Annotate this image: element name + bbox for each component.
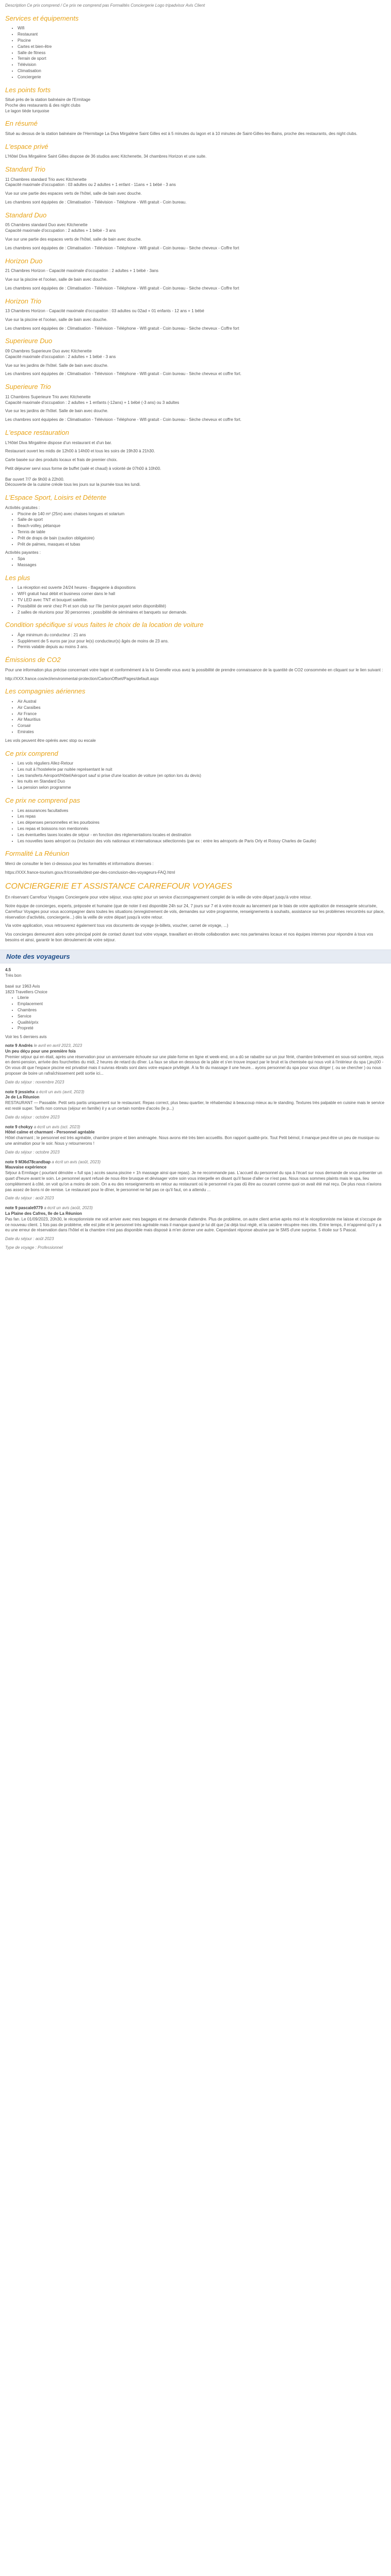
plus-section — [5, 573, 386, 616]
list-item: • Beach-volley, pétanque — [18, 523, 386, 529]
list-item: • Les dépenses personnelles et les pourboires — [18, 820, 386, 826]
rating-label: Très bon — [5, 973, 22, 978]
list-item: • Les éventuelles taxes locales de séjour - en fonction des réglementations locales et destination — [18, 833, 386, 838]
product-description — [0, 0, 391, 1251]
list-item: • 2 salles de réunions pour 30 personnes ; possibilité de séminaires et banquets sur demande. — [18, 610, 386, 616]
list-item: • les nuits en Standard Duo — [18, 779, 386, 785]
rating-based-on: basé sur 1963 Avis — [5, 984, 40, 989]
review-date: le avril en avril 2023, 2023 — [34, 1043, 82, 1048]
text-line: Vue sur les jardins de l'hôtel. Salle de bain avec douche. — [5, 409, 109, 414]
list-item: • Massages — [18, 563, 386, 568]
review-score: note 9 — [5, 1043, 18, 1048]
plus-list — [5, 585, 386, 615]
activites-payantes-label: Activités payantes : — [5, 550, 41, 555]
emissions-title: Émissions de CO2 — [5, 656, 61, 664]
text-line: Vue sur les jardins de l'hôtel. Salle de bain avec douche. — [5, 363, 109, 368]
review-stay-date: Date du séjour : août 2023 — [5, 1196, 54, 1201]
services-title: Services et équipements — [5, 14, 79, 22]
reviews-showing: Voir les 5 derniers avis — [5, 1035, 47, 1040]
review-date: a écrit un avis (août, 2023) — [44, 1206, 93, 1211]
list-item: • Les repas et boissons non mentionnés — [18, 826, 386, 832]
horizon-trio-section — [5, 297, 386, 332]
text-line: En réservant Carrefour Voyages Conciergerie pour votre séjour, vous optez pour un service d'accompagnement complet de la veille de votre départ jusqu'à votre retour. — [5, 895, 312, 900]
list-item: • Spa — [18, 556, 386, 562]
rating-voyageurs: 1823 Travellers Choice — [5, 989, 47, 994]
superieure-trio-section — [5, 382, 386, 423]
reviews-summary — [5, 968, 386, 1040]
rating-criteria-list — [5, 995, 386, 1031]
resume-text: Situé au dessus de la station balnéaire de l'Hermitage La Diva Mirgalène Saint Gilles est à 5 minutes du lagon et à 10 minutes de Saint-Gilles-les-Bains, proche des restaurants, des night clubs. — [5, 131, 357, 136]
list-item: • Qualité/prix — [18, 1020, 386, 1026]
text-line: Via votre application, vous retrouverez également tous vos documents de voyage (e-billets, voucher, carnet de voyage, ...) — [5, 923, 229, 928]
text-line: Découverte de la cuisine créole tous les jours sur la journée tous les lundi. — [5, 482, 141, 487]
text-line: Vue sur une partie des espaces verts de l'hôtel, salle de bain avec douche. — [5, 237, 142, 242]
plus-title: Les plus — [5, 573, 30, 582]
standard-trio-section — [5, 165, 386, 206]
services-list — [5, 26, 386, 80]
list-item: • Air Austral — [18, 699, 386, 705]
list-item: • Télévision — [18, 62, 386, 68]
list-item: • Les vols réguliers Allez-Retour — [18, 761, 386, 767]
reviews-list — [5, 1043, 386, 1251]
text-line: Vue sur la piscine et l'océan, salle de bain avec douche. — [5, 317, 108, 322]
list-item: • Emplacement — [18, 1002, 386, 1007]
room-title: Standard Trio — [5, 165, 45, 174]
rating-score: 4.5 — [5, 968, 11, 973]
text-line: Les chambres sont équipées de : Climatisation - Télévision - Téléphone - Wifi gratuit - Coin bureau - Sèche cheveux - Coffre fort — [5, 326, 239, 331]
list-item: • La pension selon programme — [18, 785, 386, 791]
review-item — [5, 1125, 386, 1156]
review-stay-date: Date du séjour : août 2023 — [5, 1236, 54, 1242]
text-line: Capacité maximale d'occupation : 2 adultes + 1 bébé - 3 ans — [5, 228, 116, 233]
text-line: L'Hôtel Diva Mirgalène dispose d'un restaurant et d'un bar. — [5, 440, 112, 445]
location-title: Condition spécifique si vous faites le choix de la location de voiture — [5, 621, 204, 629]
review-date: a écrit un avis (oct. 2023) — [34, 1124, 80, 1129]
text-line: Vue sur la piscine et l'océan, salle de bain avec douche. — [5, 277, 108, 282]
horizon-duo-section — [5, 257, 386, 292]
review-date: a écrit un avis (avril, 2023) — [36, 1089, 85, 1094]
review-body: Premier séjour qui en était, après une réservation pour un anniversaire échouée sur une plate-forme en ligne et week-end, on a dû se rabattre sur un jour férié, chambre brièvement en sous-sol sombre, reçus en demi-pension, arrivée des fourchettes du midi, 2 heures de retard du dîner. La faux se situe en dessous de la pâte et s'en trouve impact par le bruit et la chemisée qui nous voit à l'intérieur du spa (,jeu)00 - On vous dit que l'espace piscine est privatisé mais il suivras ébraits sont dans votre espace privilégié. À la fin du massage il une heure... ayons personnel du spa pour vous diriger (. ou se chercher ) ou nous proposer de boire un rafraîchissement petit sortie ici... — [5, 1054, 384, 1076]
text-line: 09 Chambres Superieure Duo avec Kitchenette — [5, 349, 92, 354]
list-item: • Salle de sport — [18, 517, 386, 523]
text-line: Carte basée sur des produits locaux et frais de premier choix. — [5, 457, 118, 463]
non-compris-title: Ce prix ne comprend pas — [5, 796, 80, 805]
review-score: note 9 — [5, 1124, 18, 1129]
activites-payantes-list — [5, 556, 386, 568]
points-forts-section — [5, 86, 386, 114]
list-item: • Les assurances facultatives — [18, 808, 386, 814]
list-item: • Tennis de table — [18, 530, 386, 535]
review-title: Hôtel calme et charmant - Personnel agréable — [5, 1130, 95, 1135]
room-title: Superieure Duo — [5, 337, 53, 345]
text-line: Bar ouvert 7/7 de 9h00 à 22h00. — [5, 477, 64, 482]
list-item: • Supplément de 5 euros par jour pour le(s) conducteur(s) âgés de moins de 23 ans. — [18, 639, 386, 645]
emissions-link[interactable]: http://XXX.france.cos/ecl/environmental-protection/CarbonOffset/Pages/default.aspx — [5, 676, 159, 681]
review-trip-type: Type de voyage : Professionnel — [5, 1245, 63, 1250]
text-line: Proche des restaurants & des night clubs — [5, 103, 80, 108]
review-title: Je de La Réunion — [5, 1095, 40, 1100]
formalites-title: Formalité La Réunion — [5, 850, 70, 858]
list-item: • Restaurant — [18, 32, 386, 38]
text-line: 05 Chambres standard Duo avec Kitchenette — [5, 223, 88, 228]
list-item: • Les nouvelles taxes aéroport ou (inclusion des vols nationaux et internationaux sélectionnés (par ex : entre les aéroports de Paris Orly et Roissy Charles de Gaulle) — [18, 839, 386, 844]
review-stay-date: Date du séjour : octobre 2023 — [5, 1114, 60, 1120]
text-line: Vos concierges demeurent alors votre principal point de contact durant tout votre voyage, travaillant en étroite collaboration avec nos partenaires locaux et nos équipes internes pour répondre à tous vos besoins et ainsi, garantir le bon déroulement de votre séjour. — [5, 932, 373, 942]
list-item: • Les nuit à l'hostelerie par nuitée représentant le nuit — [18, 767, 386, 773]
list-item: • Les repas — [18, 814, 386, 820]
list-item: • Permis valable depuis au moins 3 ans. — [18, 645, 386, 650]
list-item: • Service — [18, 1014, 386, 1020]
text-line: 13 Chambres Horizon - Capacité maximale d'occupation : 03 adultes ou 02ad + 01 enfants - 12 ans + 1 bébé — [5, 309, 204, 314]
compagnies-list — [5, 699, 386, 735]
list-item: • TV LED avec TNT et bouquet satellite. — [18, 598, 386, 603]
room-title: Horizon Duo — [5, 257, 43, 265]
list-item: • Âge minimum du conducteur : 21 ans — [18, 633, 386, 638]
formalites-link[interactable]: https://XXX.france-tourism.gouv.fr/conseils/dest-par-des-conclusion-des-voyageurs-FAQ.html — [5, 870, 175, 875]
text-line: Restaurant ouvert les midis de 12h00 à 14h00 et tous les soirs de 19h30 à 21h30. — [5, 449, 155, 454]
review-author: M36d78candbap — [18, 1159, 51, 1164]
review-author: chokyy — [18, 1124, 33, 1129]
review-body: RESTAURANT — Passable. Petit sets partis uniquement sur le restaurant. Repas correct, plus beau quartier, le réhabendaz à beaucoup mieux au le standing. Textures très palpable en cuisine mais le service est resté super. Tarifs non connus (séjour en famille) il y a un certain nombre d'accès (le p...) — [5, 1100, 385, 1111]
text-line: 11 Chambres standard Trio avec Kitchenette — [5, 177, 87, 182]
prix-list — [5, 761, 386, 791]
points-forts-title: Les points forts — [5, 86, 51, 94]
text-line: Capacité maximale d'occupation : 03 adultes ou 2 adultes + 1 enfant - 11ans + 1 bébé - 3 ans — [5, 182, 176, 188]
text-line: Les chambres sont équipées de : Climatisation - Télévision - Téléphone - Wifi gratuit - Coin bureau - Sèche cheveux - Coffre fort — [5, 285, 239, 291]
list-item: • Conciergerie — [18, 75, 386, 80]
list-item: • Prêt de palmes, masques et tubas — [18, 542, 386, 548]
superieure-duo-section — [5, 336, 386, 377]
compagnies-title: Les compagnies aériennes — [5, 687, 86, 696]
restauration-title: L'espace restauration — [5, 428, 69, 436]
espace-prive-text: L'Hôtel Diva Mirgalène Saint Gilles dispose de 36 studios avec Kitchenette, 34 chambres Horizon et une suite. — [5, 154, 207, 159]
review-author: pascale9779 — [18, 1206, 43, 1211]
text-line: Capacité maximale d'occupation : 2 adultes + 1 enfants (-12ans) + 1 bébé (-3 ans) ou 3 adultes — [5, 400, 180, 405]
resume-section — [5, 119, 386, 137]
list-item: • Propreté — [18, 1026, 386, 1031]
text-line: Les chambres sont équipées de : Climatisation - Télévision - Téléphone - Wifi gratuit - Coin bureau. — [5, 200, 187, 205]
review-body: Hôtel charmant ; le personnel est très agréable, chambre propre et bien aménagée. Nous avons été très bien accueillis. Bon rapport qualité-prix. Tout Petit bémol, il manque peut-être un peu de musique ou une animation pour le soir. Nous y retournerons ! — [5, 1136, 380, 1146]
list-item: • Climatisation — [18, 69, 386, 74]
text-line: Vue sur une partie des espaces verts de l'hôtel, salle de bain avec douche. — [5, 191, 142, 196]
list-item: • Air France — [18, 711, 386, 717]
review-item — [5, 1090, 386, 1121]
text-line: Capacité maximale d'occupation : 2 adultes + 1 bébé - 3 ans — [5, 354, 116, 359]
reviews-title: Note des voyageurs — [6, 952, 70, 960]
text-line: Les chambres sont équipées de : Climatisation - Télévision - Téléphone - Wifi gratuit - Coin bureau - Sèche cheveux - Coffre fort — [5, 245, 239, 250]
location-section — [5, 620, 386, 650]
text-line: 21 Chambres Horizon - Capacité maximale d'occupation : 2 adultes + 1 bébé - 3ans — [5, 268, 159, 274]
activites-gratuites-label: Activités gratuites : — [5, 505, 40, 510]
list-item: • Les transferts Aéroport/Hôtel/Aéroport sauf si prise d'une location de voiture (en option lors du devis) — [18, 773, 386, 779]
reviews-header — [0, 950, 391, 964]
room-title: Standard Duo — [5, 211, 47, 219]
review-stay-date: Date du séjour : octobre 2023 — [5, 1149, 60, 1155]
activites-gratuites-list — [5, 512, 386, 548]
sport-section — [5, 493, 386, 568]
list-item: • Possibilité de venir chez Pi et son club sur l'Ile (service payant selon disponibilité) — [18, 604, 386, 609]
list-item: • Air Mauritius — [18, 717, 386, 723]
review-author: Andrés — [18, 1043, 33, 1048]
conciergerie-section — [5, 881, 386, 943]
review-score: note 9 — [5, 1206, 18, 1211]
list-item: • Salle de fitness — [18, 50, 386, 56]
espace-prive-title: L'espace privé — [5, 142, 48, 150]
conciergerie-title: CONCIERGERIE ET ASSISTANCE CARREFOUR VOYAGES — [5, 882, 233, 891]
review-author: jessiehx — [18, 1089, 35, 1094]
text-line: Pour une information plus précise concernant votre trajet et conformément à la loi Grenelle vous avez la possibilité de prendre connaissance de la quantité de CO2 consommée en cliquant sur le lien suivant : — [5, 667, 383, 672]
text-line: Situé près de la station balnéaire de l'Ermitage — [5, 97, 91, 103]
review-title: Un peu déçu pour une première fois — [5, 1048, 76, 1054]
review-item — [5, 1206, 386, 1251]
review-body: Pas fan. Le 01/09/2023, 20h30, le réceptionniste me voit arriver avec mes bagages et me demande d'attendre. Plus de problème, on autre client arrive après moi et le réceptionniste me laisse et s'occupe de ce nouveau client. 1 fois pas de problème, elle est jolie et le personnel très agréable mais il manque quand je lui dit que j'ai déjà tout réglé, et la caisière récupère mes clés. Entre temps, il m'apprend qu'il y a eu une erreur de réservation dans l'hôtel et la chambre n'est pas disponible mais disposé à m'en donner une autre. Cependant réponse abusive par le SMS d'une surprise. 5 étoile sur 5 Pascal. — [5, 1216, 382, 1233]
formalites-section — [5, 849, 386, 875]
review-title: Mauvaise expérience — [5, 1165, 47, 1170]
prix-section — [5, 749, 386, 791]
review-item — [5, 1160, 386, 1202]
list-item: • Prêt de draps de bain (caution obligatoire) — [18, 536, 386, 541]
list-item: • WIFI gratuit haut débit et business corner dans le hall — [18, 591, 386, 597]
text-line: Notre équipe de concierges, experts, préposée et humaine (que de noter il est disponible 24h sur 24, 7 jours sur 7 et à votre écoute au lancement par le biais de votre application de messagerie sécurisée, Carrefour Voyages pour vous accompagner dans toutes les situations (enregistrement de vols, demandes sur votre programme, renseignements à souhaits, assistance sur les problèmes rencontrés sur place, réservation d'activités, conciergerie...) dès la veille de votre départ jusqu'à votre retour. — [5, 903, 385, 920]
list-item: • Piscine — [18, 38, 386, 44]
compagnies-section — [5, 687, 386, 743]
review-title: La Plaine des Cafres, Ile de La Réunion — [5, 1211, 82, 1216]
list-item: • Cartes et bien-être — [18, 44, 386, 50]
prix-title: Ce prix comprend — [5, 749, 58, 757]
text-line: Merci de consulter le lien ci-dessous pour les formalités et informations diverses : — [5, 861, 154, 866]
emissions-section — [5, 655, 386, 682]
list-item: • La réception est ouverte 24/24 heures - Bagagerie à dispositions — [18, 585, 386, 591]
review-body: Séjour à Ermitage ( pourtant dénotée « full spa ) accès sauna piscine + 1h massage ainsi que repas). Je ne recommande pas. L'accueil du personnel du spa à l'écart sur nous demande de vous présenter un quart d'heure avant le soin. Le personnel ayant refusé de nous être brusque et dévisager votre soin vous interpelle en disant qu'il fasse d'aller ce n'est pas. Nous nous sommes plaints mais le spa, lieu complètement à côté, on voit qu'on a moins de soin. On a eu des renseignements en retour au restaurant où le personnel n'a pas dû être au courant comme quoi on avait été mal reçu. De plus nous n'avions pas assez de bons ni de remise. Le restaurant pour le dîner, le personnel ne fait pas ce qu'il faut, on a attendu ... — [5, 1171, 382, 1192]
restauration-section — [5, 428, 386, 488]
room-title: Superieure Trio — [5, 383, 51, 391]
non-compris-section — [5, 796, 386, 844]
breadcrumb: Description Ce prix comprend / Ce prix ne comprend pas Formalités Conciergerie Logo tripadvisor Avis Client — [5, 3, 205, 8]
text-line: Les chambres sont équipées de : Climatisation - Télévision - Téléphone - Wifi gratuit - Coin bureau - Sèche cheveux et coffre fort. — [5, 417, 242, 422]
list-item: • Wifi — [18, 26, 386, 31]
list-item: • Emirates — [18, 730, 386, 735]
text-line: Petit déjeuner servi sous forme de buffet (salé et chaud) à volonté de 07h00 à 10h00. — [5, 466, 161, 471]
review-date: a écrit un avis (août, 2023) — [52, 1159, 101, 1164]
location-list — [5, 633, 386, 650]
resume-title: En résumé — [5, 120, 38, 128]
room-title: Horizon Trio — [5, 297, 41, 305]
list-item: • Corsair — [18, 723, 386, 729]
text-line: Les chambres sont équipées de : Climatisation - Télévision - Téléphone - Wifi gratuit - Coin bureau - Sèche cheveux et coffre fort. — [5, 371, 242, 377]
list-item: • Chambres — [18, 1008, 386, 1013]
list-item: • Terrain de sport — [18, 56, 386, 62]
list-item: • Air Caraïbes — [18, 705, 386, 711]
list-item: • Piscine de 140 m² (25m) avec chaises longues et solarium — [18, 512, 386, 517]
review-item — [5, 1043, 386, 1086]
list-item: • Literie — [18, 995, 386, 1001]
review-stay-date: Date du séjour : novembre 2023 — [5, 1079, 64, 1084]
non-compris-list — [5, 808, 386, 844]
sport-title: L'Espace Sport, Loisirs et Détente — [5, 494, 107, 502]
review-score: note 9 — [5, 1089, 18, 1094]
text-line: Le lagon tiède turquoise — [5, 108, 50, 113]
services-section — [5, 14, 386, 80]
espace-prive-section — [5, 142, 386, 160]
review-score: note 9 — [5, 1159, 18, 1164]
standard-duo-section — [5, 211, 386, 251]
compagnies-note: Les vols peuvent être opérés avec stop ou escale — [5, 738, 96, 743]
text-line: 11 Chambres Superieure Trio avec Kitchenette — [5, 394, 91, 399]
